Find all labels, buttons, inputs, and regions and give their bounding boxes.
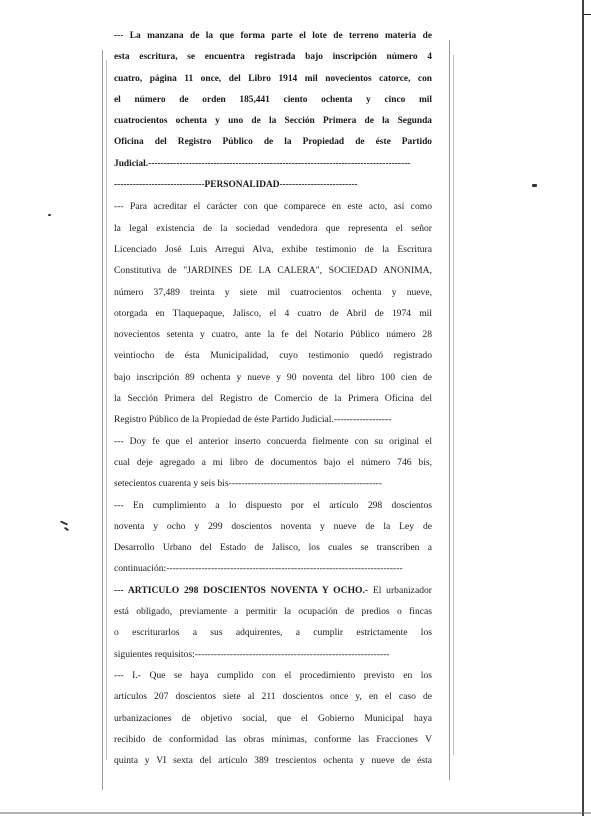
document-line: recibido de conformidad las obras mínimas, conforme las Fracciones V [114,733,432,745]
document-line: Oficina del Registro Público de la Propiedad de éste Partido [114,137,432,148]
left-margin-line-inner [106,60,107,760]
scan-bottom-edge [0,812,591,814]
article-heading: --- ARTICULO 298 DOSCIENTOS NOVENTA Y OCHO.- [114,584,369,596]
document-line: continuación:-------------------------------------------------------------------------- [114,563,403,575]
document-line: bajo inscripción 89 ochenta y nueve y 90 noventa del libro 100 cien de [114,371,432,383]
document-line: artículos 207 doscientos siete al 211 doscientos once y, en el caso de [114,691,432,703]
document-line: setecientos cuarenta y seis bis------------------------------------------------ [114,478,382,490]
scan-speck [532,184,537,187]
document-line: Judicial.------------------------------------------------------------------------------------ [114,158,411,169]
document-line: otorgada en Tlaquepaque, Jalisco, el 4 cuatro de Abril de 1974 mil [114,307,432,319]
document-line: número 37,489 treinta y siete mil cuatrocientos ochenta y nueve, [114,286,432,298]
document-line: veintiocho de ésta Municipalidad, cuyo testimonio quedó registrado [114,350,432,362]
document-body [114,26,432,771]
article-text: El urbanizador [368,584,432,596]
document-line: noventa y ocho y 299 doscientos noventa y nueve de la Ley de [114,520,432,532]
document-line: el número de orden 185,441 ciento ochenta y cinco mil [114,94,432,105]
document-line: cual deje agregado a mi libro de documentos bajo el número 746 bis, [114,456,432,468]
document-line: urbanizaciones de objetivo social, que el Gobierno Municipal haya [114,712,432,724]
document-line: Registro Público de la Propiedad de éste Partido Judicial.------------------ [114,414,392,426]
scan-speck [48,214,51,216]
document-line: siguientes requisitos:------------------------------------------------------------- [114,648,390,660]
scan-speck [60,520,68,525]
document-line: quinta y VI sexta del artículo 389 trescientos ochenta y nueve de ésta [114,755,432,767]
document-line: --- Para acreditar el carácter con que comparece en este acto, así como [114,201,432,213]
document-line: -----------------------------PERSONALIDAD------------------------- [114,180,358,191]
scan-speck [64,527,69,532]
document-line: o escriturarlos a sus adquirentes, a cumplir estrictamente los [114,627,432,639]
right-margin-line-inner [453,55,454,755]
document-line: cuatro, página 11 once, del Libro 1914 mil novecientos catorce, con [114,73,432,84]
document-line: la legal existencia de la sociedad vendedora que representa el señor [114,222,432,234]
document-line: cuatrocientos ochenta y uno de la Sección Primera de la Segunda [114,116,432,127]
scan-edge-mark [584,14,591,15]
document-line [114,580,432,601]
document-line: la Sección Primera del Registro de Comercio de la Primera Oficina del [114,393,432,405]
document-line: Constitutiva de "JARDINES DE LA CALERA", SOCIEDAD ANONIMA, [114,265,432,277]
document-line: está obligado, previamente a permitir la ocupación de predios o fincas [114,606,432,618]
document-line: Licenciado José Luis Arregui Alva, exhibe testimonio de la Escritura [114,243,432,255]
document-line: Desarrollo Urbano del Estado de Jalisco, los cuales se transcriben a [114,542,432,554]
document-line: novecientos setenta y cuatro, ante la fe del Notario Público número 28 [114,329,432,341]
document-line: esta escritura, se encuentra registrada bajo inscripción número 4 [114,52,432,63]
right-margin-line [449,40,450,780]
document-line: --- I.- Que se haya cumplido con el procedimiento previsto en los [114,669,432,681]
scan-edge [582,0,584,816]
left-margin-line [102,50,103,790]
document-line: --- La manzana de la que forma parte el lote de terreno materia de [114,31,432,41]
document-line: --- En cumplimiento a lo dispuesto por el artículo 298 doscientos [114,499,432,511]
document-line: --- Doy fe que el anterior inserto concuerda fielmente con su original el [114,435,432,447]
